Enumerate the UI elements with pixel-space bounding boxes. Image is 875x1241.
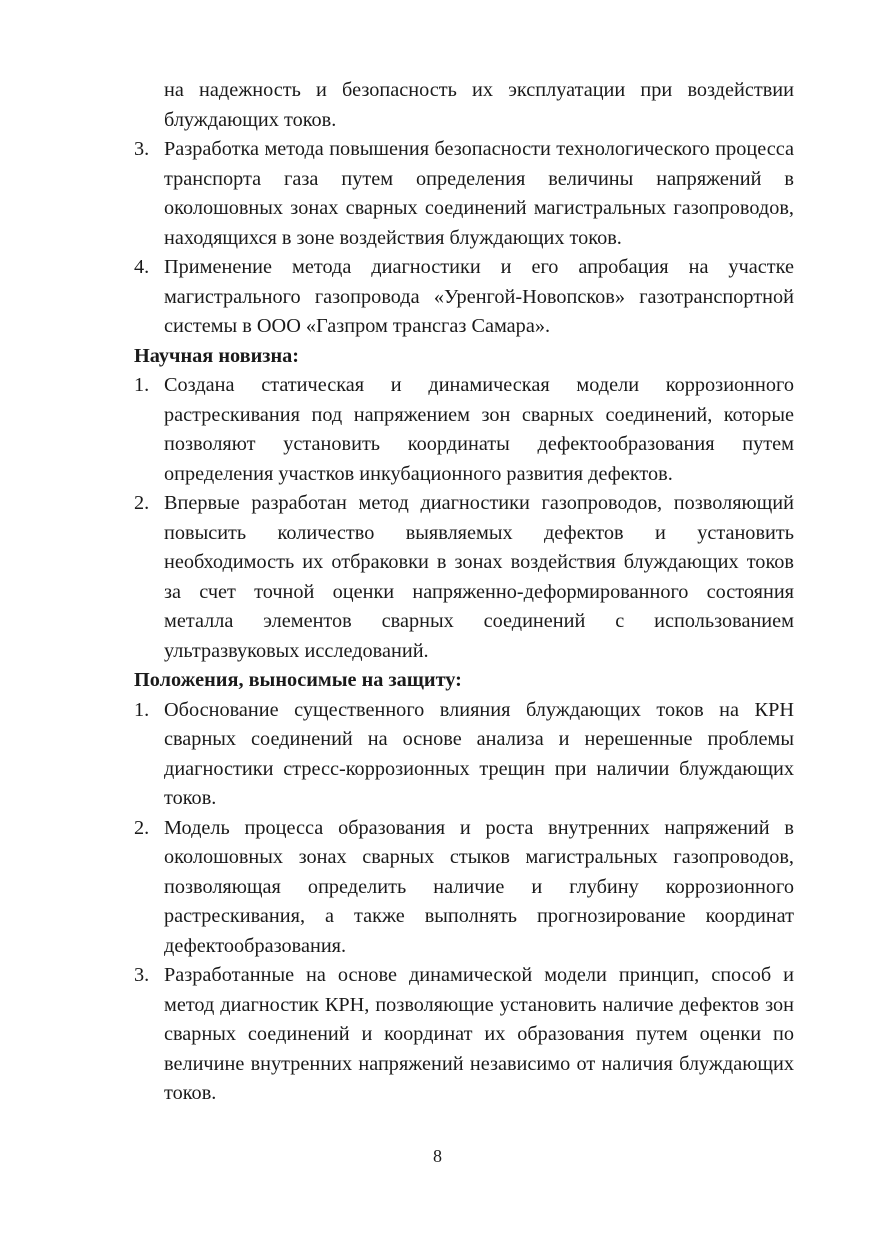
- item-number: 2.: [134, 816, 150, 839]
- defense-item-1: [134, 696, 794, 814]
- item-number: 2.: [134, 492, 150, 514]
- item-number: 1.: [134, 698, 150, 721]
- item-number: 4.: [134, 256, 150, 278]
- item-text: Разработанные на основе динамической модели принцип, способ и метод диагностик КРН, позволяющие установить наличие дефектов зон сварных соединений и координат их образования путем оценки по величине внутренних напряжений независимо от наличия блуждающих токов.: [164, 964, 794, 1104]
- novelty-heading: Научная новизна:: [134, 344, 300, 367]
- item-text: Разработка метода повышения безопасности технологического процесса транспорта газа путем определения величины напряжений в околошовных зонах сварных соединений магистральных газопроводов, находящихся в зоне воздействия блуждающих токов.: [164, 138, 794, 249]
- item-number: 3.: [134, 138, 150, 160]
- novelty-item-2: [134, 489, 794, 666]
- defense-item-2: [134, 814, 794, 962]
- novelty-item-1: [134, 371, 794, 489]
- page-body: [134, 76, 794, 1109]
- item-number: 1.: [134, 374, 150, 396]
- item-text: Создана статическая и динамическая модели коррозионного растрескивания под напряжением зон сварных соединений, которые позволяют установить координаты дефектообразования путем определения участков инкубационного развития дефектов.: [164, 374, 794, 485]
- task-item-4: [134, 253, 794, 342]
- continuation-paragraph: на надежность и безопасность их эксплуатации при воздействии блуждающих токов.: [164, 79, 794, 131]
- item-text: Впервые разработан метод диагностики газопроводов, позволяющий повысить количество выявляемых дефектов и установить необходимость их отбраковки в зонах воздействия блуждающих токов за счет точной оценки напряженно-деформированного состояния металла элементов сварных соединений с использованием ультразвуковых исследований.: [164, 492, 794, 662]
- item-number: 3.: [134, 964, 150, 986]
- item-text: Обоснование существенного влияния блуждающих токов на КРН сварных соединений на основе анализа и нерешенные проблемы диагностики стресс-коррозионных трещин при наличии блуждающих токов.: [164, 698, 794, 809]
- page-number: 8: [433, 1146, 442, 1166]
- defense-heading: Положения, выносимые на защиту:: [134, 669, 462, 691]
- task-item-3: [134, 135, 794, 253]
- item-text: Модель процесса образования и роста внутренних напряжений в околошовных зонах сварных стыков магистральных газопроводов, позволяющая определить наличие и глубину коррозионного растрескивания, а также выполнять прогнозирование координат дефектообразования.: [164, 816, 794, 957]
- defense-item-3: [134, 961, 794, 1109]
- item-text: Применение метода диагностики и его апробация на участке магистрального газопровода «Уренгой-Новопсков» газотранспортной системы в ООО «Газпром трансгаз Самара».: [164, 256, 794, 337]
